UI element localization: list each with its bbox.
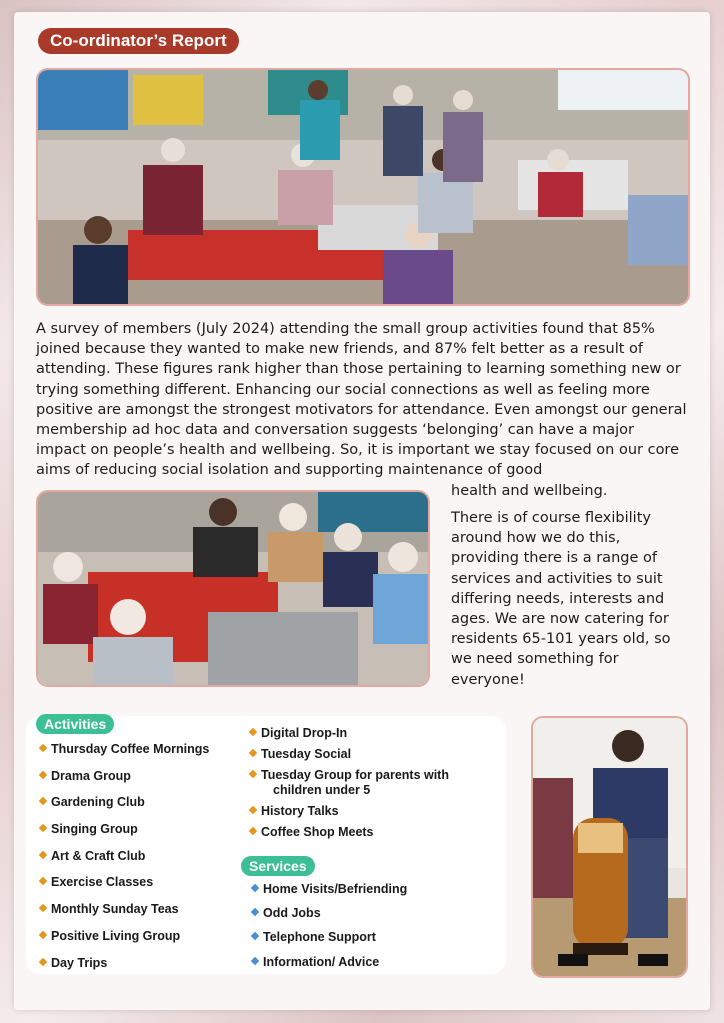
list-item: Singing Group bbox=[38, 822, 238, 849]
diamond-bullet-icon bbox=[249, 806, 257, 814]
list-item: Positive Living Group bbox=[38, 929, 238, 956]
services-list bbox=[250, 882, 490, 979]
list-item: Digital Drop-In bbox=[248, 726, 488, 741]
members-at-table-photo bbox=[36, 490, 430, 687]
activities-list-right bbox=[248, 726, 488, 846]
drummer-photo bbox=[531, 716, 688, 978]
diamond-bullet-icon bbox=[249, 728, 257, 736]
page-title: Co-ordinator’s Report bbox=[38, 28, 239, 54]
list-item: Tuesday Group for parents with children under 5 bbox=[248, 768, 488, 798]
services-heading: Services bbox=[241, 856, 315, 876]
group-gathering-photo bbox=[36, 68, 690, 306]
list-item: Day Trips bbox=[38, 956, 238, 983]
list-item: Information/ Advice bbox=[250, 955, 490, 979]
diamond-bullet-icon bbox=[251, 908, 259, 916]
survey-paragraph-end: health and wellbeing. bbox=[451, 483, 608, 499]
diamond-bullet-icon bbox=[39, 744, 47, 752]
list-item: Monthly Sunday Teas bbox=[38, 902, 238, 929]
diamond-bullet-icon bbox=[39, 957, 47, 965]
diamond-bullet-icon bbox=[39, 877, 47, 885]
list-item: Odd Jobs bbox=[250, 906, 490, 930]
list-item: Thursday Coffee Mornings bbox=[38, 742, 238, 769]
diamond-bullet-icon bbox=[39, 931, 47, 939]
list-item: Tuesday Social bbox=[248, 747, 488, 762]
activities-list-left bbox=[38, 742, 238, 982]
diamond-bullet-icon bbox=[39, 824, 47, 832]
list-item: Exercise Classes bbox=[38, 875, 238, 902]
flexibility-paragraph: There is of course flexibility around how we do this, providing there is a range of services and activities to suit differing needs, interests and ages. We are now catering for residents 65-101 years old, so we need something for everyone! bbox=[451, 510, 671, 688]
diamond-bullet-icon bbox=[251, 932, 259, 940]
diamond-bullet-icon bbox=[251, 884, 259, 892]
list-item: Art & Craft Club bbox=[38, 849, 238, 876]
list-item: History Talks bbox=[248, 804, 488, 819]
list-item: Gardening Club bbox=[38, 795, 238, 822]
diamond-bullet-icon bbox=[249, 770, 257, 778]
list-item: Telephone Support bbox=[250, 930, 490, 954]
list-item: Coffee Shop Meets bbox=[248, 825, 488, 840]
diamond-bullet-icon bbox=[251, 956, 259, 964]
diamond-bullet-icon bbox=[39, 797, 47, 805]
activities-heading: Activities bbox=[36, 714, 114, 734]
list-item: Drama Group bbox=[38, 769, 238, 796]
diamond-bullet-icon bbox=[249, 827, 257, 835]
survey-paragraph: A survey of members (July 2024) attending the small group activities found that 85% joined because they wanted to make new friends, and 87% felt better as a result of attending. These figures rank higher than those pertaining to learning something new or trying something different. Enhancing our social connections as well as feeling more positive are amongst the strongest motivators for attendance. Even amongst our general membership ad hoc data and conversation suggests ‘belonging’ can have a major impact on people’s health and wellbeing. So, it is important we stay focused on our core aims of reducing social isolation and supporting maintenance of good bbox=[36, 321, 687, 479]
diamond-bullet-icon bbox=[249, 749, 257, 757]
diamond-bullet-icon bbox=[39, 851, 47, 859]
diamond-bullet-icon bbox=[39, 904, 47, 912]
diamond-bullet-icon bbox=[39, 770, 47, 778]
list-item: Home Visits/Befriending bbox=[250, 882, 490, 906]
